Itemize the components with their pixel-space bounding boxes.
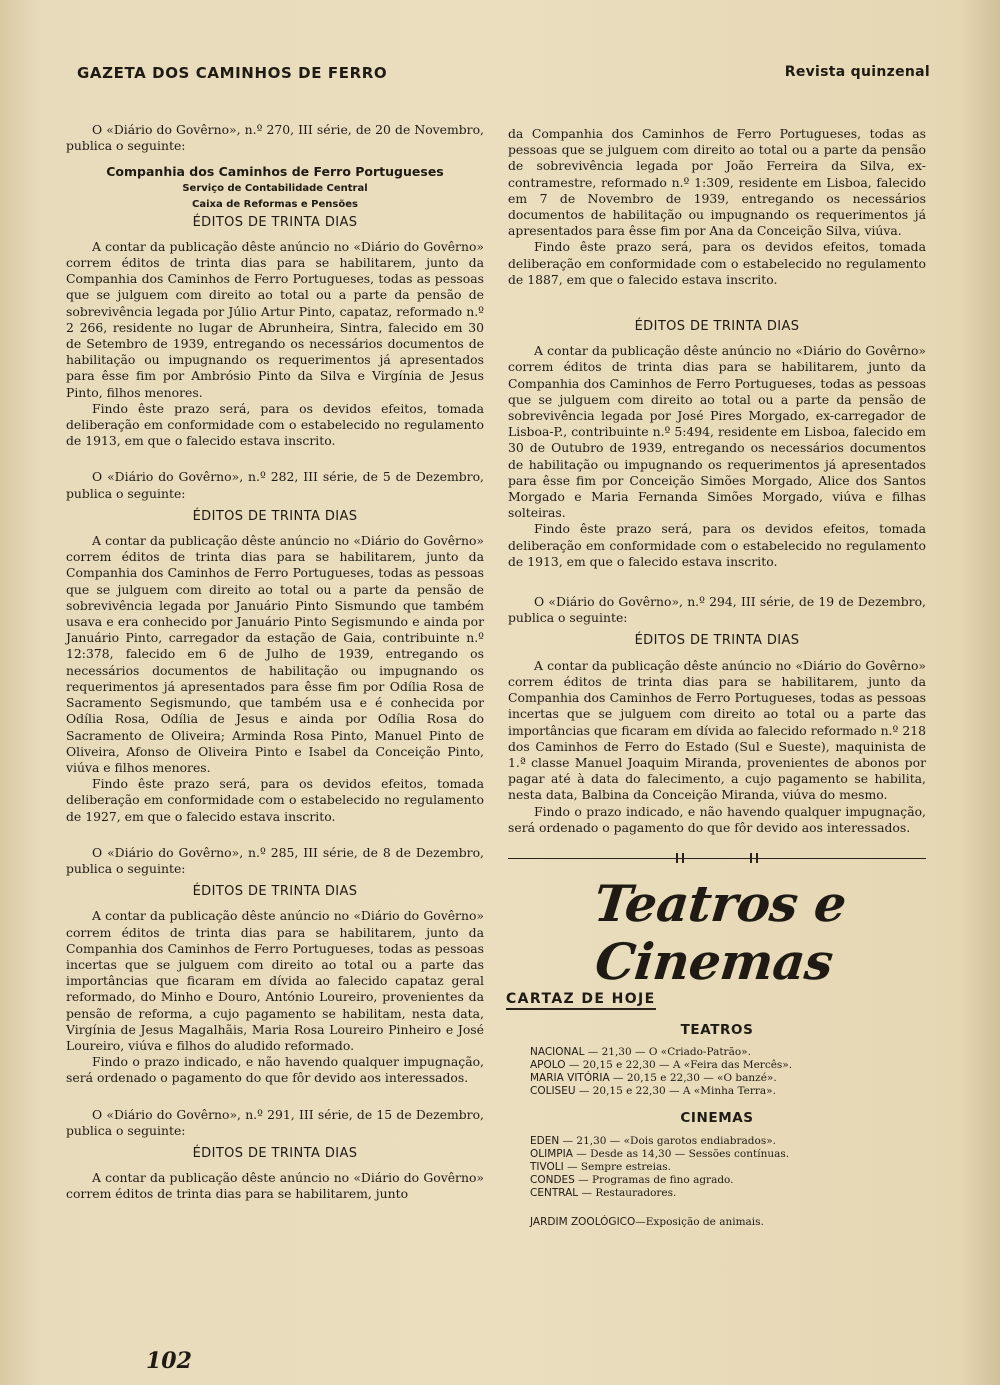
venue-info: — Restauradores. [578,1186,677,1199]
cartaz-heading: CARTAZ DE HOJE [506,991,656,1010]
list-item [530,1148,926,1161]
venue-info: — 20,15 e 22,30 — A «Feira das Mercês». [565,1059,793,1072]
notice-intro: O «Diário do Govêrno», n.º 270, III série, de 20 de Novembro, publica o seguinte: [66,122,484,154]
company-heading: Companhia dos Caminhos de Ferro Portugueses [106,164,444,180]
zoo-listing [508,1214,926,1230]
venue-name: COLISEU [530,1085,576,1098]
venue-name: CONDES [530,1173,575,1186]
venue-info: — Sempre estreias. [563,1160,671,1173]
list-item [530,1046,926,1059]
editos-heading: ÉDITOS DE TRINTA DIAS [634,633,800,649]
notice-body-continued: da Companhia dos Caminhos de Ferro Portugueses, todas as pessoas que se julguem com direito ao total ou a parte da pensão de sobrevivência legada por João Ferreira da Silva, ex-contramestre, reformado n.º 1:309, residente em Lisboa, falecido em 7 de Novembro de 1939, entregando os necessários documentos de habilitação ou impugnando os requerimentos já apresentados para êsse fim por Ana da Conceição Silva, viúva. [508,126,926,239]
caixa-heading: Caixa de Reformas e Pensões [192,198,358,210]
cinemas-heading: CINEMAS [680,1110,754,1127]
notice-body: A contar da publicação dêste anúncio no «Diário do Govêrno» correm éditos de trinta dias para se habilitarem, junto [66,1170,484,1202]
running-header-subtitle: Revista quinzenal [784,64,930,80]
notice-end: Findo êste prazo será, para os devidos efeitos, tomada deliberação em conformidade com o estabelecido no regulamento de 1927, em que o falecido estava inscrito. [66,776,484,824]
editos-heading: ÉDITOS DE TRINTA DIAS [634,319,800,335]
teatros-cinemas-title: Teatros e Cinemas [591,873,849,991]
venue-info: — Programas de fino agrado. [574,1173,734,1186]
list-item [530,1174,926,1187]
running-header-title: GAZETA DOS CAMINHOS DE FERRO [77,64,388,82]
venue-info: —Exposição de animais. [635,1215,764,1228]
venue-info: — 21,30 — «Dois garotos endiabrados». [559,1134,776,1147]
venue-name: JARDIM ZOOLÓGICO [530,1215,636,1228]
venue-info: — 20,15 e 22,30 — A «Minha Terra». [575,1085,776,1098]
venue-name: NACIONAL [530,1046,585,1059]
notice-end: Findo o prazo indicado, e não havendo qualquer impugnação, será ordenado o pagamento do que fôr devido aos interessados. [508,803,926,835]
venue-info: — 21,30 — O «Criado-Patrão». [584,1046,751,1059]
divider-mark [676,853,684,863]
notice-intro: O «Diário do Govêrno», n.º 294, III série, de 19 de Dezembro, publica o seguinte: [508,594,926,626]
editos-heading: ÉDITOS DE TRINTA DIAS [192,884,358,900]
venue-name: EDEN [530,1134,560,1147]
list-item [530,1085,926,1098]
left-column [66,122,484,1203]
notice-body: A contar da publicação dêste anúncio no «Diário do Govêrno» correm éditos de trinta dias para se habilitarem, junto da Companhia dos Caminhos de Ferro Portugueses, todas as pessoas incertas que se julguem com direito ao total ou a parte das importâncias que ficaram em dívida ao falecido capataz geral reformado, do Minho e Douro, António Loureiro, provenientes da pensão de reforma, a cujo pagamento se habilitam, nesta data, Virgínia de Jesus Magalhãis, Maria Rosa Loureiro Pinheiro e José Loureiro, viúva e filhos do aludido reformado. [66,908,484,1053]
page-number: 102 [146,1348,192,1374]
editos-heading: ÉDITOS DE TRINTA DIAS [192,1145,358,1161]
right-column [508,126,926,1230]
section-divider [508,858,926,859]
venue-name: APOLO [530,1059,566,1072]
list-item [530,1161,926,1174]
editos-heading: ÉDITOS DE TRINTA DIAS [192,214,358,230]
editos-heading: ÉDITOS DE TRINTA DIAS [192,508,358,524]
cinemas-list [508,1135,926,1200]
venue-name: MARIA VITÓRIA [530,1072,610,1085]
list-item [530,1135,926,1148]
notice-intro: O «Diário do Govêrno», n.º 285, III série, de 8 de Dezembro, publica o seguinte: [66,844,484,876]
venue-name: CENTRAL [530,1186,579,1199]
divider-mark [750,853,758,863]
teatros-list [508,1046,926,1098]
notice-end: Findo êste prazo será, para os devidos efeitos, tomada deliberação em conformidade com o estabelecido no regulamento de 1913, em que o falecido estava inscrito. [66,400,484,449]
notice-end: Findo o prazo indicado, e não havendo qualquer impugnação, será ordenado o pagamento do que fôr devido aos interessados. [66,1054,484,1086]
venue-info: — Desde as 14,30 — Sessões contínuas. [572,1147,790,1160]
list-item [530,1059,926,1072]
venue-name: TIVOLI [530,1160,564,1173]
notice-body: A contar da publicação dêste anúncio no «Diário do Govêrno» correm éditos de trinta dias para se habilitarem, junto da Companhia dos Caminhos de Ferro Portugueses, todas as pessoas que se julguem com direito ao total ou a parte da pensão de sobrevivência legada por Januário Pinto Sismundo que também usava e era conhecido por Januário Pinto Segismundo e ainda por Januário Pinto, carregador da estação de Gaia, contribuinte n.º 12:378, falecido em 6 de Julho de 1939, entregando os necessários documentos de habilitação ou impugnando os requerimentos já apresentados para êsse fim por Odília Rosa de Sacramento Segismundo, que também usa e é conhecida por Odília Rosa, Odília de Jesus e ainda por Odília Rosa do Sacramento de Oliveira; Arminda Rosa Pinto, Manuel Pinto de Oliveira, Afonso de Oliveira Pinto e Isabel da Conceição Pinto, viúva e filhos menores. [66,533,484,775]
notice-end: Findo êste prazo será, para os devidos efeitos, tomada deliberação em conformidade com o estabelecido no regulamento de 1887, em que o falecido estava inscrito. [508,239,926,287]
notice-intro: O «Diário do Govêrno», n.º 282, III série, de 5 de Dezembro, publica o seguinte: [66,469,484,501]
notice-intro: O «Diário do Govêrno», n.º 291, III série, de 15 de Dezembro, publica o seguinte: [66,1106,484,1138]
service-heading: Serviço de Contabilidade Central [182,182,368,194]
list-item [530,1072,926,1085]
notice-end: Findo êste prazo será, para os devidos efeitos, tomada deliberação em conformidade com o estabelecido no regulamento de 1913, em que o falecido estava inscrito. [508,521,926,569]
venue-name: OLIMPIA [530,1147,573,1160]
teatros-heading: TEATROS [680,1022,754,1039]
notice-body: A contar da publicação dêste anúncio no «Diário do Govêrno» correm éditos de trinta dias para se habilitarem, junto da Companhia dos Caminhos de Ferro Portugueses, todas as pessoas que se julguem com direito ao total ou a parte da pensão de sobrevivência legada por José Pires Morgado, ex-carregador de Lisboa-P., contribuinte n.º 5:494, residente em Lisboa, falecido em 30 de Outubro de 1939, entregando os necessários documentos de habilitação ou impugnando os requerimentos já apresentados para êsse fim por Conceição Simões Morgado, Alice dos Santos Morgado e Maria Fernanda Simões Morgado, viúva e filhas solteiras. [508,343,926,521]
list-item [530,1187,926,1200]
notice-body: A contar da publicação dêste anúncio no «Diário do Govêrno» correm éditos de trinta dias para se habilitarem, junto da Companhia dos Caminhos de Ferro Portugueses, todas as pessoas que se julguem com direito ao total ou a parte da pensão de sobrevivência legada por Júlio Artur Pinto, capataz, reformado n.º 2 266, residente no lugar de Abrunheira, Sintra, falecido em 30 de Setembro de 1939, entregando os necessários documentos de habilitação ou impugnando os requerimentos já apresentados para êsse fim por Ambrósio Pinto da Silva e Virgínia de Jesus Pinto, filhos menores. [66,238,484,400]
venue-info: — 20,15 e 22,30 — «O banzé». [609,1072,777,1085]
notice-body: A contar da publicação dêste anúncio no «Diário do Govêrno» correm éditos de trinta dias para se habilitarem, junto da Companhia dos Caminhos de Ferro Portugueses, todas as pessoas incertas que se julguem com direito ao total ou a parte das importâncias que ficaram em dívida ao falecido reformado n.º 218 dos Caminhos de Ferro do Estado (Sul e Sueste), maquinista de 1.ª classe Manuel Joaquim Miranda, provenientes de abonos por pagar até à data do falecimento, a cujo pagamento se habilita, nesta data, Balbina da Conceição Miranda, viúva do mesmo. [508,657,926,803]
